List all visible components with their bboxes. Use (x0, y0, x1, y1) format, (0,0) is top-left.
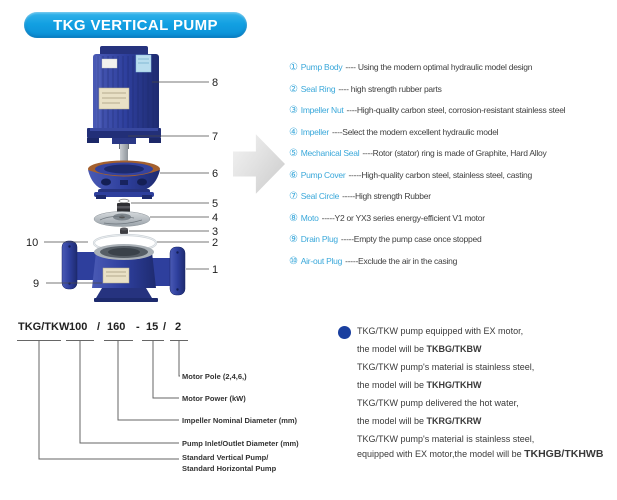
variant-text: the model will be (357, 344, 427, 354)
part-name: Mechanical Seal (300, 148, 360, 159)
part-description: -----High-quality carbon steel, stainless steel, casting (348, 169, 532, 180)
circled-number: ⑦ (289, 191, 298, 203)
label-inlet-outlet: Pump Inlet/Outlet Diameter (mm) (182, 439, 299, 448)
variant-line: TKG/TKW pump equipped with EX motor, (357, 326, 524, 336)
circled-number: ⑧ (289, 212, 298, 224)
part-name: Seal Ring (300, 83, 336, 94)
list-item (289, 186, 615, 208)
variant-text: the model will be (357, 380, 427, 390)
pump-cover-illustration (88, 161, 160, 200)
title-banner (24, 12, 247, 38)
label-motor-pole: Motor Pole (2,4,6,) (182, 372, 247, 381)
variant-text: the model will be (357, 416, 427, 426)
parts-list (289, 57, 615, 272)
label-standard-pump (182, 452, 276, 474)
circled-number: ⑥ (289, 169, 298, 181)
part-name: Impeller (300, 126, 329, 137)
list-item (289, 208, 615, 230)
bullet-circle-icon (338, 326, 351, 339)
arrow-right-icon (233, 131, 285, 197)
callout-number-3: 3 (212, 226, 219, 238)
callout-number-9: 9 (33, 278, 40, 290)
variant-line: TKG/TKW pump delivered the hot water, (357, 398, 519, 408)
variant-model-code: TKHG/TKHW (426, 380, 482, 390)
pump-body-illustration (62, 241, 185, 302)
list-item (289, 57, 615, 79)
list-item (289, 143, 615, 165)
part-description: ----High-quality carbon steel, corrosion-resistant stainless steel (346, 105, 566, 116)
callout-number-4: 4 (212, 212, 219, 224)
part-name: Impeller Nut (300, 105, 344, 116)
circled-number: ④ (289, 126, 298, 138)
variant-line: TKG/TKW pump's material is stainless steel, (357, 434, 535, 444)
part-name: Air-out Plug (300, 255, 343, 266)
model-code-separator: / (163, 321, 167, 333)
impeller-nut-illustration (120, 228, 128, 235)
circled-number: ② (289, 83, 298, 95)
circled-number: ⑤ (289, 148, 298, 160)
variant-model-code: TKBG/TKBW (426, 344, 482, 354)
circled-number: ③ (289, 105, 298, 117)
circled-number: ⑩ (289, 255, 298, 267)
label-impeller-diameter: Impeller Nominal Diameter (mm) (182, 416, 298, 425)
model-code-tree-lines (0, 338, 200, 464)
callout-number-2: 2 (212, 237, 219, 249)
pump-exploded-diagram (0, 42, 232, 312)
part-name: Drain Plug (300, 234, 338, 245)
variant-text: equipped with EX motor,the model will be (357, 449, 525, 459)
list-item (289, 165, 615, 187)
variant-line (357, 448, 615, 461)
part-description: ----Rotor (stator) ring is made of Graphite, Hard Alloy (362, 148, 547, 159)
variant-model-code: TKHGB/TKHWB (524, 448, 604, 460)
part-name: Pump Cover (300, 169, 346, 180)
part-name: Seal Circle (300, 191, 340, 202)
part-description: ---- Using the modern optimal hydraulic model design (345, 62, 533, 72)
circled-number: ⑨ (289, 234, 298, 246)
part-description: -----Exclude the air in the casing (345, 255, 458, 266)
callout-number-10: 10 (26, 237, 39, 249)
part-description: -----Y2 or YX3 series energy-efficient V1 motor (321, 212, 485, 223)
motor-illustration (87, 46, 161, 144)
part-name: Moto (300, 212, 319, 223)
model-code-dash: - (136, 321, 140, 333)
list-item (289, 100, 615, 122)
list-item (289, 251, 615, 273)
model-code-impeller: 160 (107, 321, 126, 333)
callout-number-6: 6 (212, 168, 219, 180)
variant-model-code: TKRG/TKRW (426, 416, 482, 426)
impeller-illustration (94, 212, 150, 227)
model-variants (357, 322, 615, 461)
part-description: ---- high strength rubber parts (338, 83, 442, 94)
model-code-series: TKG/TKW (18, 321, 70, 333)
model-code-pole: 2 (175, 321, 182, 333)
model-code-separator: / (97, 321, 101, 333)
variant-line (357, 412, 615, 430)
part-description: ----Select the modern excellent hydraulic model (331, 126, 499, 137)
variant-line: TKG/TKW pump's material is stainless steel, (357, 362, 535, 372)
label-standard-horizontal: Standard Horizontal Pump (182, 464, 277, 473)
variant-line (357, 340, 615, 358)
model-code-inlet: 100 (69, 321, 88, 333)
part-description: -----Empty the pump case once stopped (340, 234, 482, 245)
list-item (289, 229, 615, 251)
callout-number-8: 8 (212, 77, 219, 89)
label-standard-vertical: Standard Vertical Pump/ (182, 453, 269, 462)
callout-number-5: 5 (212, 198, 219, 210)
page-title: TKG VERTICAL PUMP (53, 16, 218, 34)
list-item (289, 122, 615, 144)
model-code-power: 15 (146, 321, 159, 333)
callout-number-7: 7 (212, 131, 219, 143)
circled-number: ① (289, 62, 298, 73)
callout-number-1: 1 (212, 264, 219, 276)
list-item (289, 79, 615, 101)
variant-line (357, 376, 615, 394)
part-name: Pump Body (300, 62, 343, 72)
part-description: -----High strength Rubber (342, 191, 431, 202)
label-motor-power: Motor Power (kW) (182, 394, 246, 403)
